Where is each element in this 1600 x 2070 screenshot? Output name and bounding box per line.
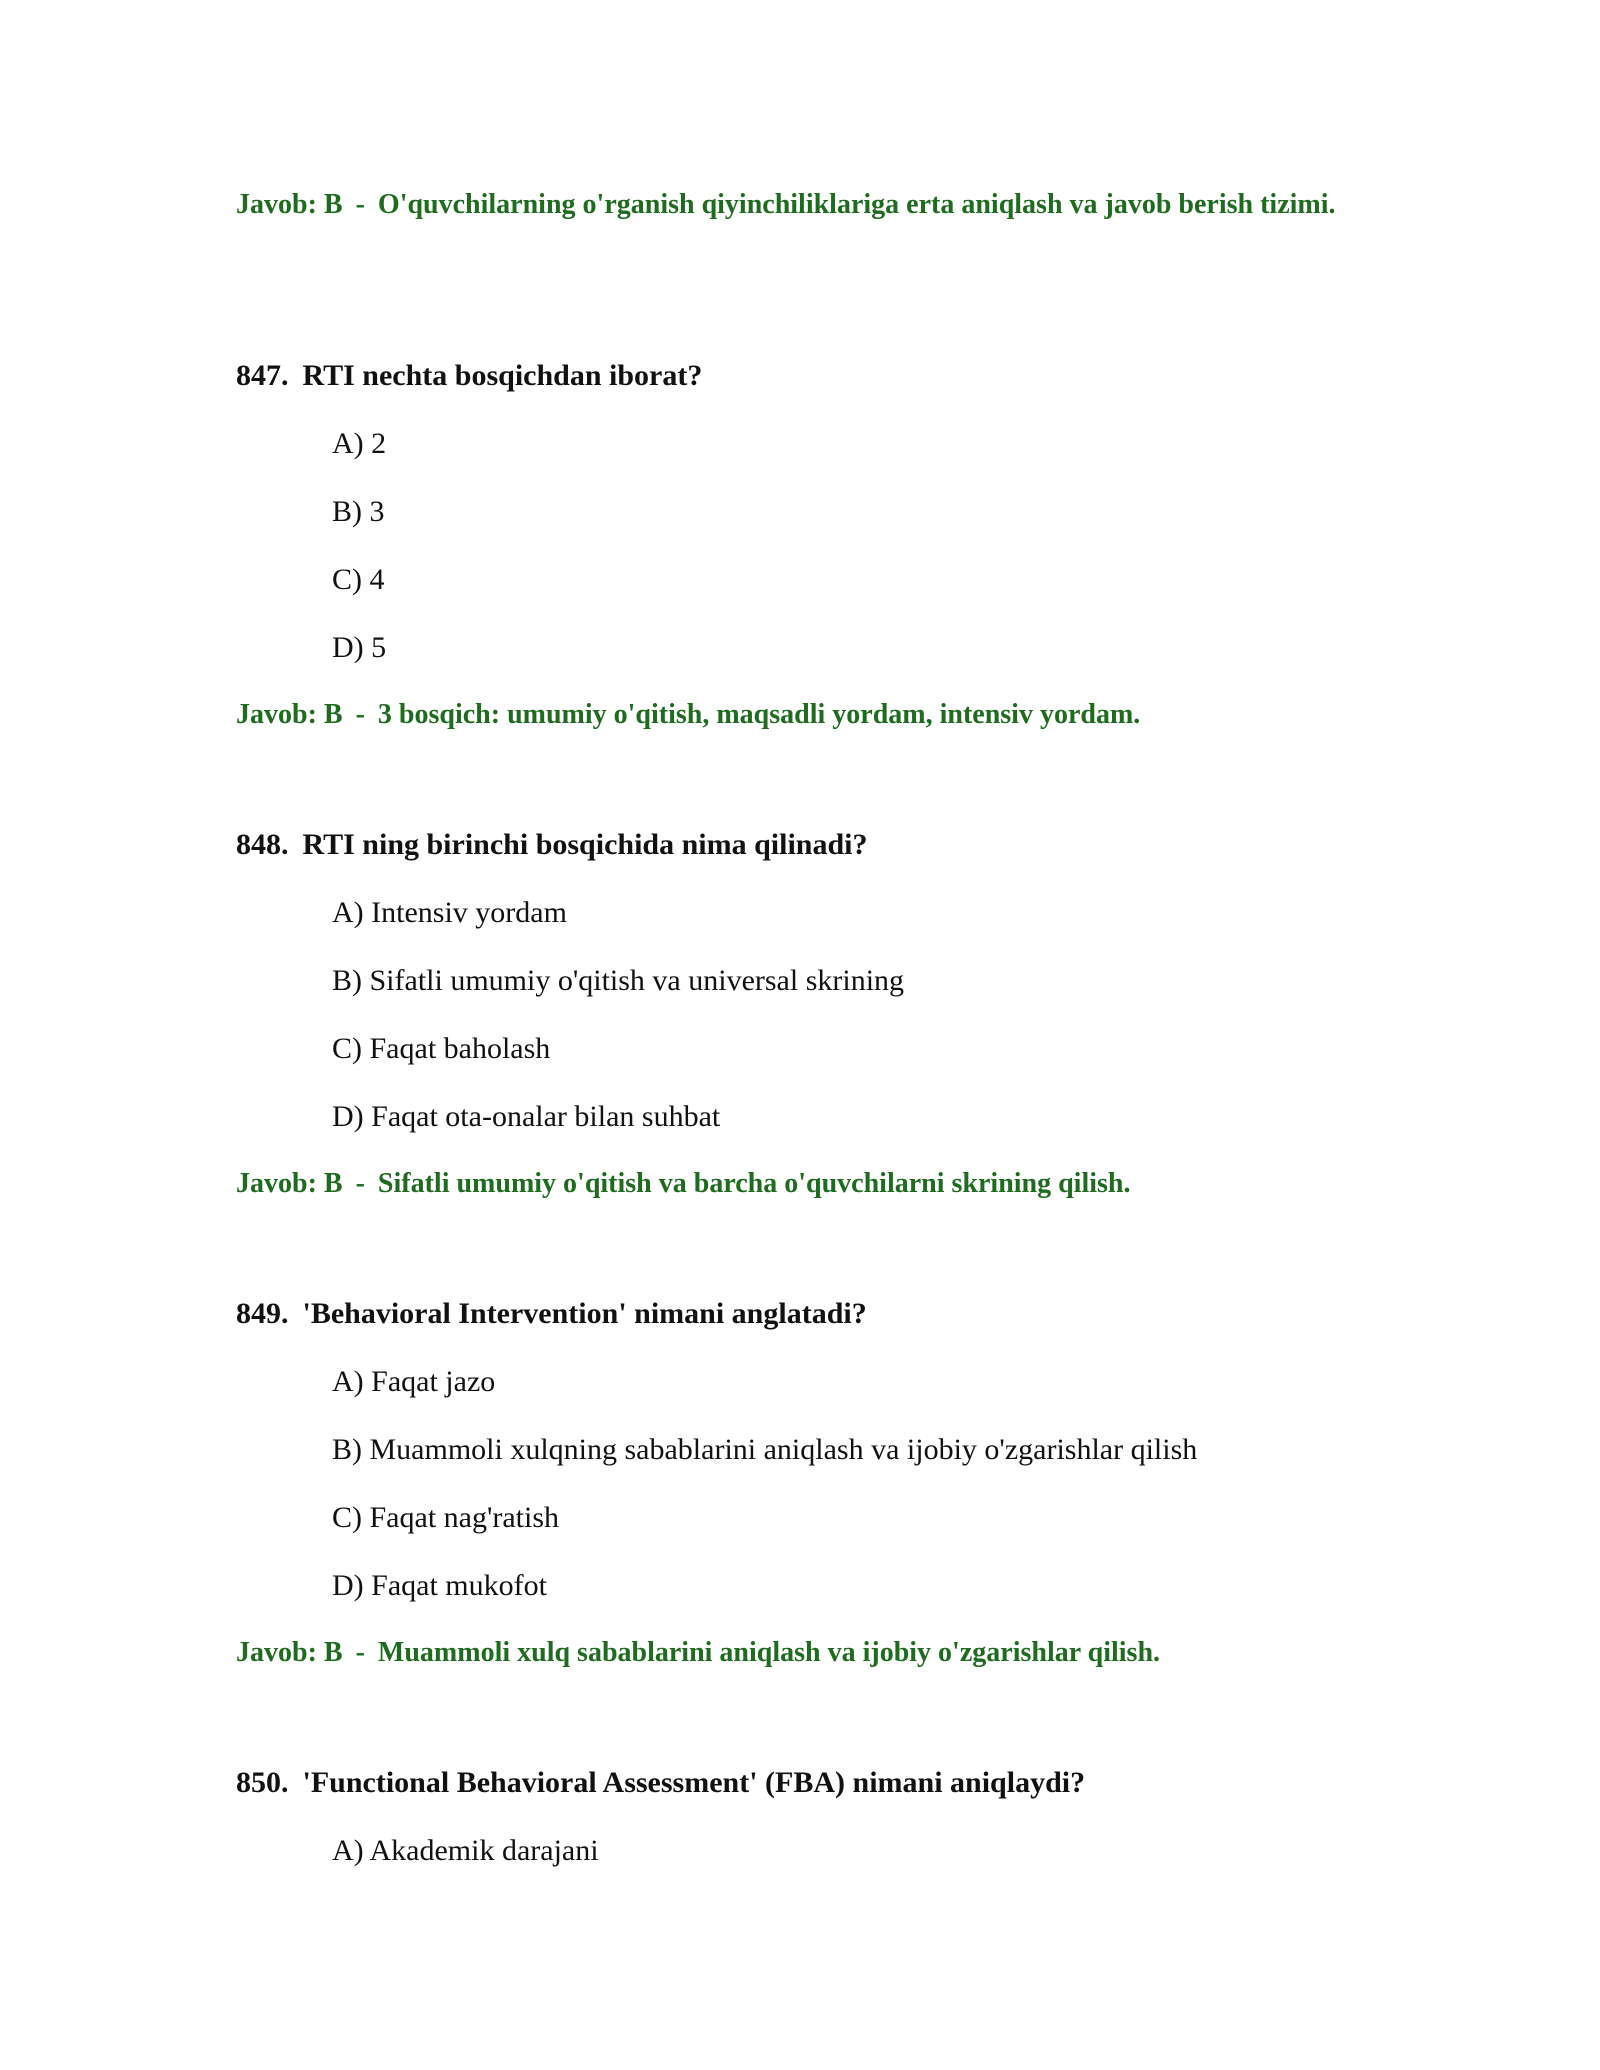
question-850 <box>236 1763 1436 1899</box>
question-number: 847. <box>236 359 289 392</box>
option-b: B) 3 <box>332 495 385 528</box>
question-number: 848. <box>236 828 289 861</box>
question-title <box>236 1763 1436 1803</box>
answer-text: 3 bosqich: umumiy o'qitish, maqsadli yordam, intensiv yordam. <box>377 699 1141 730</box>
answer-dash: - <box>355 699 365 730</box>
answer-line <box>236 1634 1336 1672</box>
option-c: C) Faqat nag'ratish <box>332 1501 560 1534</box>
answer-line <box>236 696 1336 734</box>
answer-line <box>236 1165 1336 1203</box>
answer-letter: B <box>323 1637 343 1668</box>
question-text: 'Behavioral Intervention' nimani anglatadi? <box>302 1297 867 1330</box>
answer-dash: - <box>355 1637 365 1668</box>
answer-label: Javob: <box>236 1168 317 1199</box>
option-b: B) Muammoli xulqning sabablarini aniqlash va ijobiy o'zgarishlar qilish <box>332 1433 1198 1466</box>
question-number: 849. <box>236 1297 289 1330</box>
answer-text: Sifatli umumiy o'qitish va barcha o'quvchilarni skrining qilish. <box>377 1168 1131 1199</box>
answer-text: O'quvchilarning o'rganish qiyinchiliklariga erta aniqlash va javob berish tizimi. <box>377 189 1336 220</box>
question-title <box>236 356 1436 396</box>
answer-label: Javob: <box>236 699 317 730</box>
answer-dash: - <box>355 1168 365 1199</box>
answer-dash: - <box>355 189 365 220</box>
answer-text: Muammoli xulq sabablarini aniqlash va ijobiy o'zgarishlar qilish. <box>377 1637 1161 1668</box>
option-a: A) Faqat jazo <box>332 1365 496 1398</box>
question-title <box>236 825 1436 865</box>
option-a: A) Akademik darajani <box>332 1834 599 1867</box>
option-d: D) 5 <box>332 631 387 664</box>
question-number: 850. <box>236 1766 289 1799</box>
question-text: RTI ning birinchi bosqichida nima qilinadi? <box>302 828 868 861</box>
option-a: A) 2 <box>332 427 387 460</box>
answer-label: Javob: <box>236 1637 317 1668</box>
question-849 <box>236 1294 1436 1672</box>
answer-label: Javob: <box>236 189 317 220</box>
question-text: RTI nechta bosqichdan iborat? <box>302 359 703 392</box>
question-text: 'Functional Behavioral Assessment' (FBA) nimani aniqlaydi? <box>302 1766 1086 1799</box>
answer-letter: B <box>323 1168 343 1199</box>
option-b: B) Sifatli umumiy o'qitish va universal skrining <box>332 964 905 997</box>
question-title <box>236 1294 1436 1334</box>
option-c: C) Faqat baholash <box>332 1032 551 1065</box>
question-847 <box>236 356 1436 734</box>
question-848 <box>236 825 1436 1203</box>
answer-letter: B <box>323 699 343 730</box>
option-a: A) Intensiv yordam <box>332 896 567 929</box>
option-d: D) Faqat mukofot <box>332 1569 547 1602</box>
option-d: D) Faqat ota-onalar bilan suhbat <box>332 1100 721 1133</box>
answer-letter: B <box>323 189 343 220</box>
option-c: C) 4 <box>332 563 385 596</box>
answer-line-intro <box>236 186 1336 224</box>
